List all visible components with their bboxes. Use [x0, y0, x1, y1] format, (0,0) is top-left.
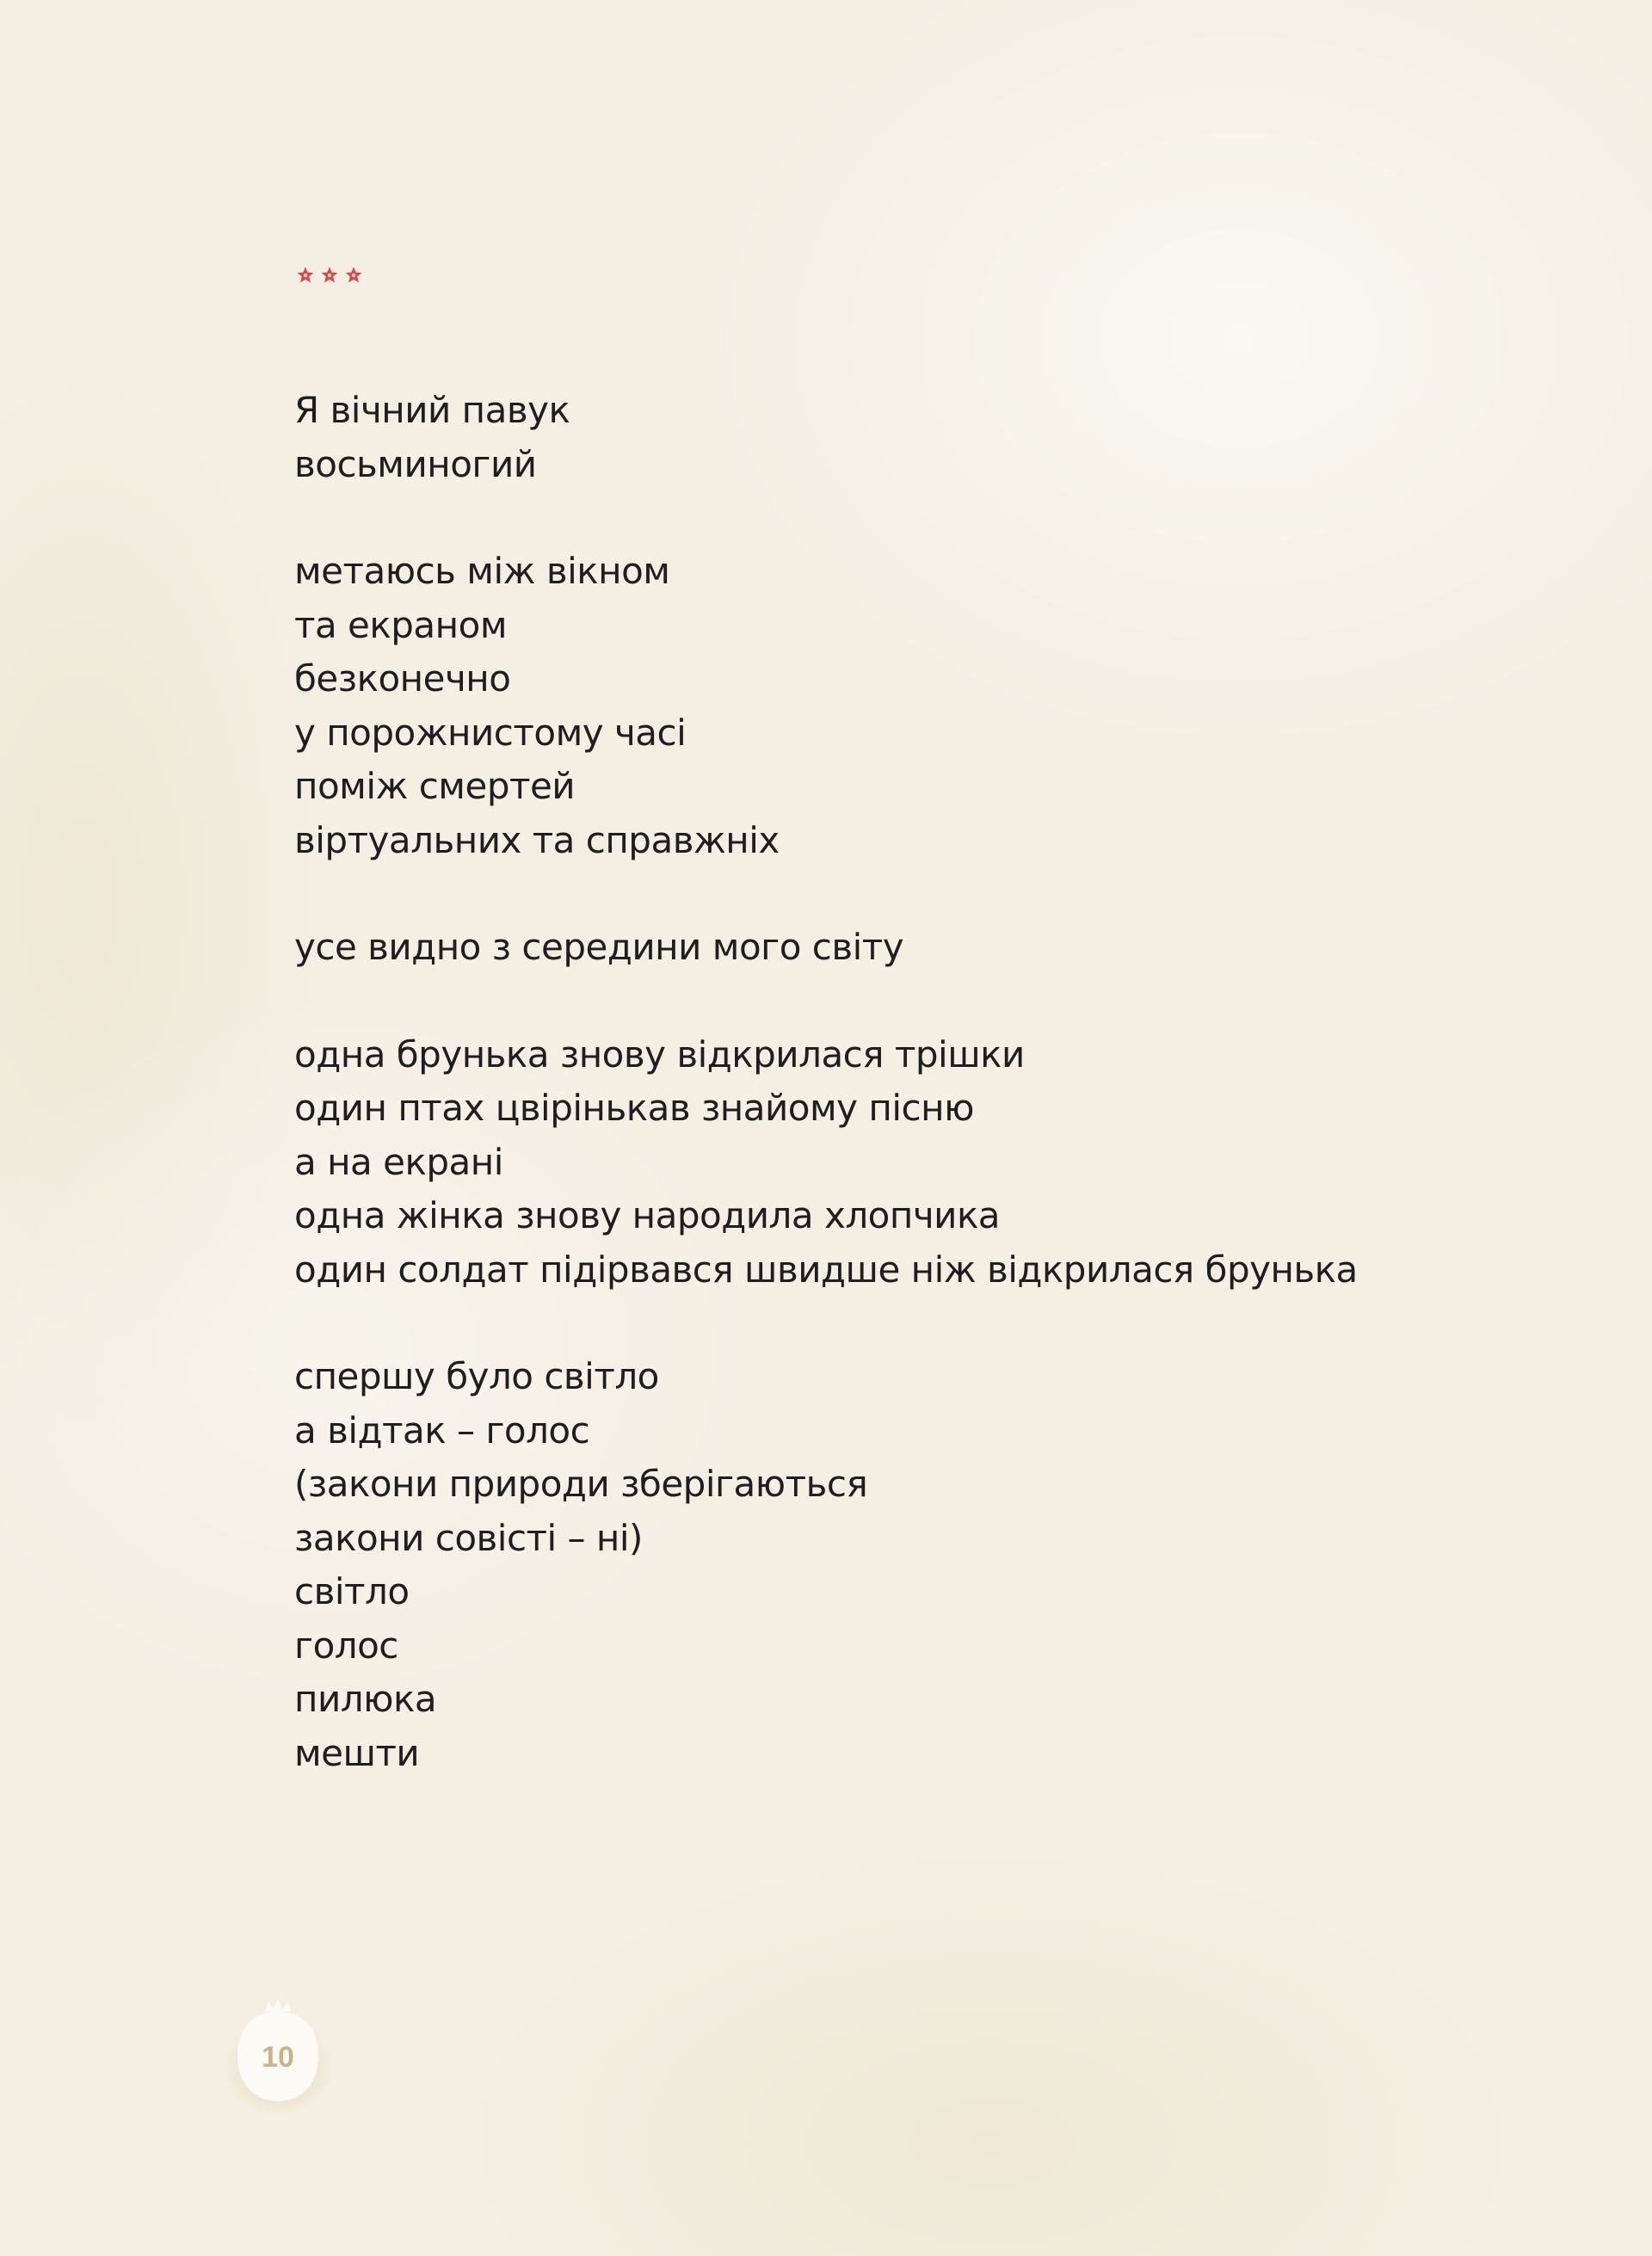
section-ornament: [295, 263, 364, 287]
poem-line: світло: [294, 1570, 410, 1612]
red-flower-star-icon: [319, 265, 340, 286]
poem-line: поміж смертей: [294, 765, 576, 807]
poem-line: безконечно: [294, 657, 511, 700]
poem-line: восьминогий: [294, 442, 537, 485]
poem-line: у порожнистому часі: [294, 711, 687, 754]
stanza: [294, 545, 1499, 867]
stanza: [294, 1350, 1499, 1780]
red-flower-star-icon: [343, 265, 364, 286]
red-flower-star-icon: [295, 265, 316, 286]
poem-line: метаюсь між вікном: [294, 550, 670, 592]
page-number-badge: [222, 1994, 334, 2115]
poem-line: а відтак – голос: [294, 1408, 590, 1452]
poem-line: та екраном: [294, 603, 507, 646]
poem-line: спершу було світло: [294, 1355, 659, 1397]
poem-body: [294, 384, 1499, 1834]
poem-line: пилюка: [294, 1678, 437, 1720]
stanza: [294, 921, 1499, 975]
poem-line: один птах цвірінькав знайому пісню: [294, 1087, 974, 1129]
stanza: [294, 1028, 1499, 1298]
poem-line: усе видно з середини мого світу: [294, 926, 904, 968]
poem-line: одна брунька знову відкрилася трішки: [294, 1032, 1025, 1076]
poem-line: одна жінка знову народила хлопчика: [294, 1194, 1001, 1236]
poem-line: а на екрані: [294, 1140, 503, 1183]
page-number: 10: [262, 2041, 294, 2074]
poem-line: Я вічний павук: [294, 389, 570, 431]
poem-line: голос: [294, 1624, 398, 1667]
poem-line: закони совісті – ні): [294, 1516, 643, 1559]
poem-line: мешти: [294, 1731, 420, 1774]
poem-line: один солдат підірвався швидше ніж відкрилася брунька: [294, 1248, 1358, 1291]
poem-line: віртуальних та справжніх: [294, 818, 780, 861]
poem-line: (закони природи зберігаються: [294, 1463, 868, 1505]
stanza: [294, 384, 1499, 491]
